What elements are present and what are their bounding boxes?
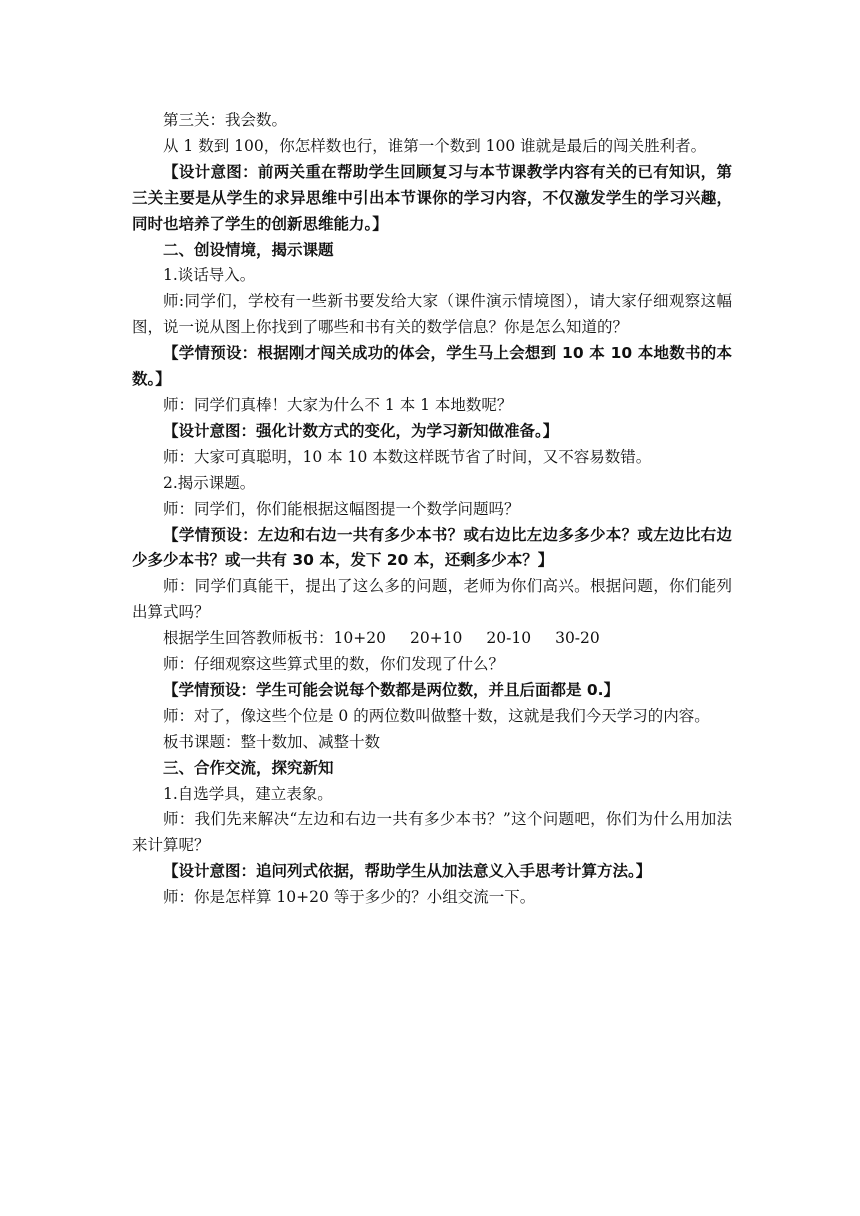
paragraph-teacher-3: 师：大家可真聪明，10 本 10 本数这样既节省了时间，又不容易数错。 — [163, 447, 652, 466]
paragraph-design-intent-1: 【设计意图：前两关重在帮助学生回顾复习与本节课教学内容有关的已有知识，第三关主要是从学生的求异思维中引出本节课你的学习内容，不仅激发学生的学习兴趣，同时也培养了学生的创新思维能力。】 — [132, 162, 732, 233]
paragraph-teacher-6: 师：仔细观察这些算式里的数，你们发现了什么？ — [163, 655, 505, 674]
document-body — [132, 108, 732, 911]
paragraph-teacher-4: 师：同学们，你们能根据这幅图提一个数学问题吗？ — [163, 499, 520, 518]
paragraph-choose-tools: 1.自选学具，建立表象。 — [163, 784, 333, 803]
formula-4: 30-20 — [555, 629, 600, 648]
paragraph-board-topic: 板书课题：整十数加、减整十数 — [163, 732, 381, 751]
paragraph-design-intent-3: 【设计意图：追问列式依据，帮助学生从加法意义入手思考计算方法。】 — [163, 862, 652, 881]
paragraph-talk-intro: 1.谈话导入。 — [163, 266, 256, 285]
section-heading-3: 三、合作交流，探究新知 — [163, 758, 334, 777]
formula-1: 10+20 — [333, 629, 386, 648]
formula-3: 20-10 — [486, 629, 532, 648]
paragraph-level-three-rule: 从 1 数到 100，你怎样数也行，谁第一个数到 100 谁就是最后的闯关胜利者。 — [163, 136, 707, 155]
paragraph-teacher-5: 师：同学们真能干，提出了这么多的问题，老师为你们高兴。根据问题，你们能列出算式吗？ — [132, 577, 732, 622]
paragraph-learning-preset-3: 【学情预设：学生可能会说每个数都是两位数，并且后面都是 0.】 — [163, 680, 620, 699]
paragraph-teacher-8: 师：我们先来解决“左边和右边一共有多少本书？”这个问题吧，你们为什么用加法来计算呢？ — [132, 810, 732, 855]
paragraph-design-intent-2: 【设计意图：强化计数方式的变化，为学习新知做准备。】 — [163, 421, 559, 440]
paragraph-learning-preset-1: 【学情预设：根据刚才闯关成功的体会，学生马上会想到 10 本 10 本地数书的本数。】 — [132, 344, 732, 389]
paragraph-board-formulas — [132, 626, 732, 652]
paragraph-teacher-1: 师:同学们，学校有一些新书要发给大家（课件演示情境图），请大家仔细观察这幅图，说一说从图上你找到了哪些和书有关的数学信息？你是怎么知道的？ — [132, 292, 732, 337]
paragraph-learning-preset-2: 【学情预设：左边和右边一共有多少本书？或右边比左边多多少本？或左边比右边少多少本书？或一共有 30 本，发下 20 本，还剩多少本？】 — [132, 525, 732, 570]
paragraph-teacher-9: 师：你是怎样算 10+20 等于多少的？小组交流一下。 — [163, 888, 536, 907]
section-heading-2: 二、创设情境，揭示课题 — [163, 240, 334, 259]
paragraph-teacher-7: 师：对了，像这些个位是 0 的两位数叫做整十数，这就是我们今天学习的内容。 — [163, 706, 710, 725]
formula-2: 20+10 — [409, 629, 463, 648]
board-formulas-label: 根据学生回答教师板书： — [163, 629, 334, 648]
paragraph-reveal-topic: 2.揭示课题。 — [163, 473, 256, 492]
paragraph-teacher-2: 师：同学们真棒！大家为什么不 1 本 1 本地数呢？ — [163, 395, 513, 414]
paragraph-level-three-title: 第三关：我会数。 — [163, 111, 288, 129]
